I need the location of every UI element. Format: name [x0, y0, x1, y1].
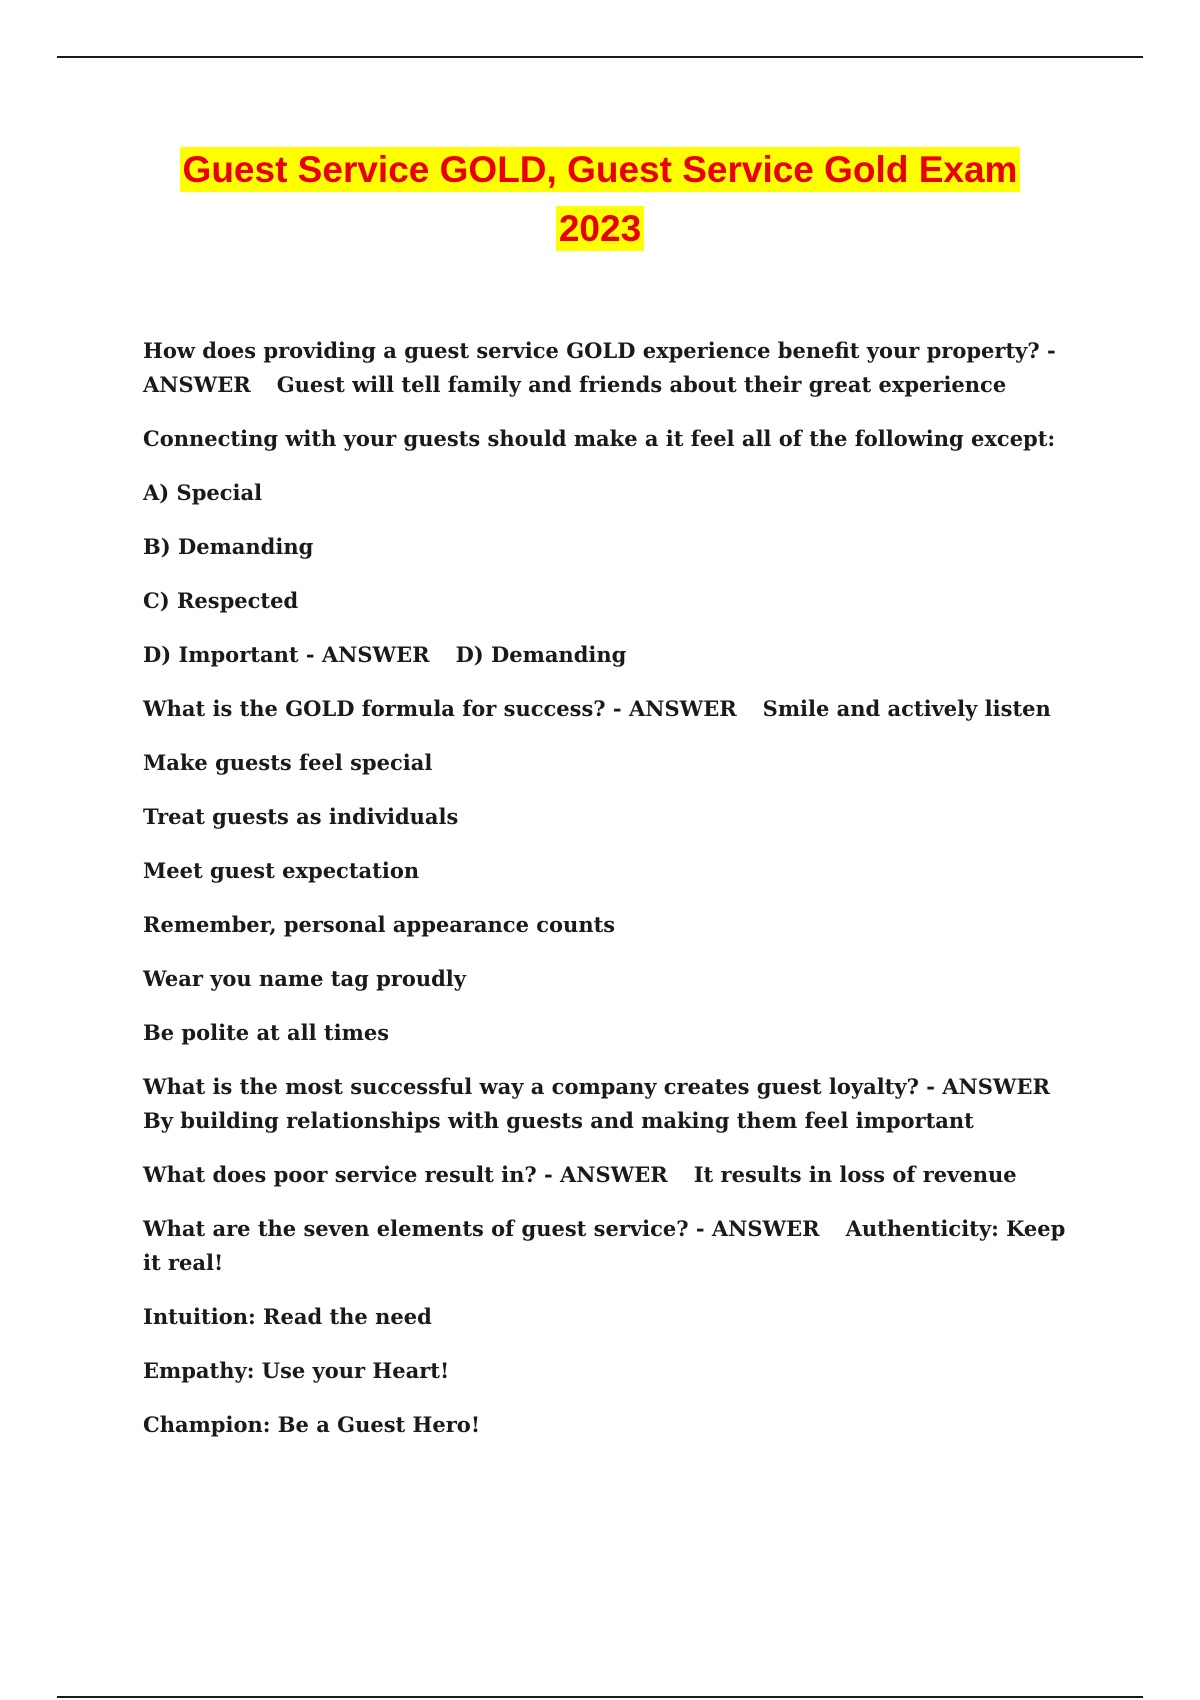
option-paragraph [143, 476, 1078, 510]
answer-text: By building relationships with guests and making them feel important [143, 1108, 974, 1133]
list-text: Make guests feel special [143, 750, 433, 775]
list-text: Meet guest expectation [143, 858, 420, 883]
qa-paragraph [143, 638, 1078, 672]
answer-text: Guest will tell family and friends about their great experience [276, 372, 1007, 397]
question-text: What is the GOLD formula for success? - ANSWER [143, 696, 737, 721]
list-paragraph [143, 800, 1078, 834]
question-text: D) Important - ANSWER [143, 642, 430, 667]
qa-paragraph [143, 422, 1078, 456]
bottom-rule [57, 1696, 1143, 1698]
list-paragraph [143, 1016, 1078, 1050]
list-paragraph [143, 908, 1078, 942]
list-text: Remember, personal appearance counts [143, 912, 616, 937]
question-text: What is the most successful way a company creates guest loyalty? - ANSWER [143, 1074, 1050, 1099]
option-text: C) Respected [143, 588, 299, 613]
qa-paragraph [143, 692, 1078, 726]
list-text: Intuition: Read the need [143, 1304, 432, 1329]
list-paragraph [143, 962, 1078, 996]
title-line-1: Guest Service GOLD, Guest Service Gold Exam [180, 147, 1021, 192]
list-text: Empathy: Use your Heart! [143, 1358, 450, 1383]
list-paragraph [143, 1408, 1078, 1442]
answer-text: Smile and actively listen [762, 696, 1051, 721]
question-text: What does poor service result in? - ANSWER [143, 1162, 668, 1187]
list-paragraph [143, 854, 1078, 888]
document-title [100, 140, 1100, 258]
list-text: Wear you name tag proudly [143, 966, 466, 991]
list-text: Be polite at all times [143, 1020, 390, 1045]
qa-paragraph [143, 1070, 1078, 1138]
list-paragraph [143, 1300, 1078, 1334]
option-paragraph [143, 530, 1078, 564]
option-text: B) Demanding [143, 534, 314, 559]
answer-text: D) Demanding [455, 642, 627, 667]
qa-paragraph [143, 334, 1078, 402]
list-paragraph [143, 746, 1078, 780]
question-text: How does providing a guest service GOLD experience benefit your property? - ANSWER [143, 338, 1056, 397]
list-text: Treat guests as individuals [143, 804, 459, 829]
title-line-2: 2023 [556, 206, 644, 251]
option-paragraph [143, 584, 1078, 618]
top-rule [57, 56, 1143, 58]
qa-paragraph [143, 1212, 1078, 1280]
question-text: What are the seven elements of guest service? - ANSWER [143, 1216, 820, 1241]
answer-text: It results in loss of revenue [693, 1162, 1017, 1187]
qa-paragraph [143, 1158, 1078, 1192]
list-text: Champion: Be a Guest Hero! [143, 1412, 481, 1437]
list-paragraph [143, 1354, 1078, 1388]
document-body [143, 334, 1078, 1462]
option-text: A) Special [143, 480, 263, 505]
answer-text: Authenticity: Keep it real! [143, 1216, 1066, 1275]
question-text: Connecting with your guests should make a it feel all of the following except: [143, 426, 1056, 451]
